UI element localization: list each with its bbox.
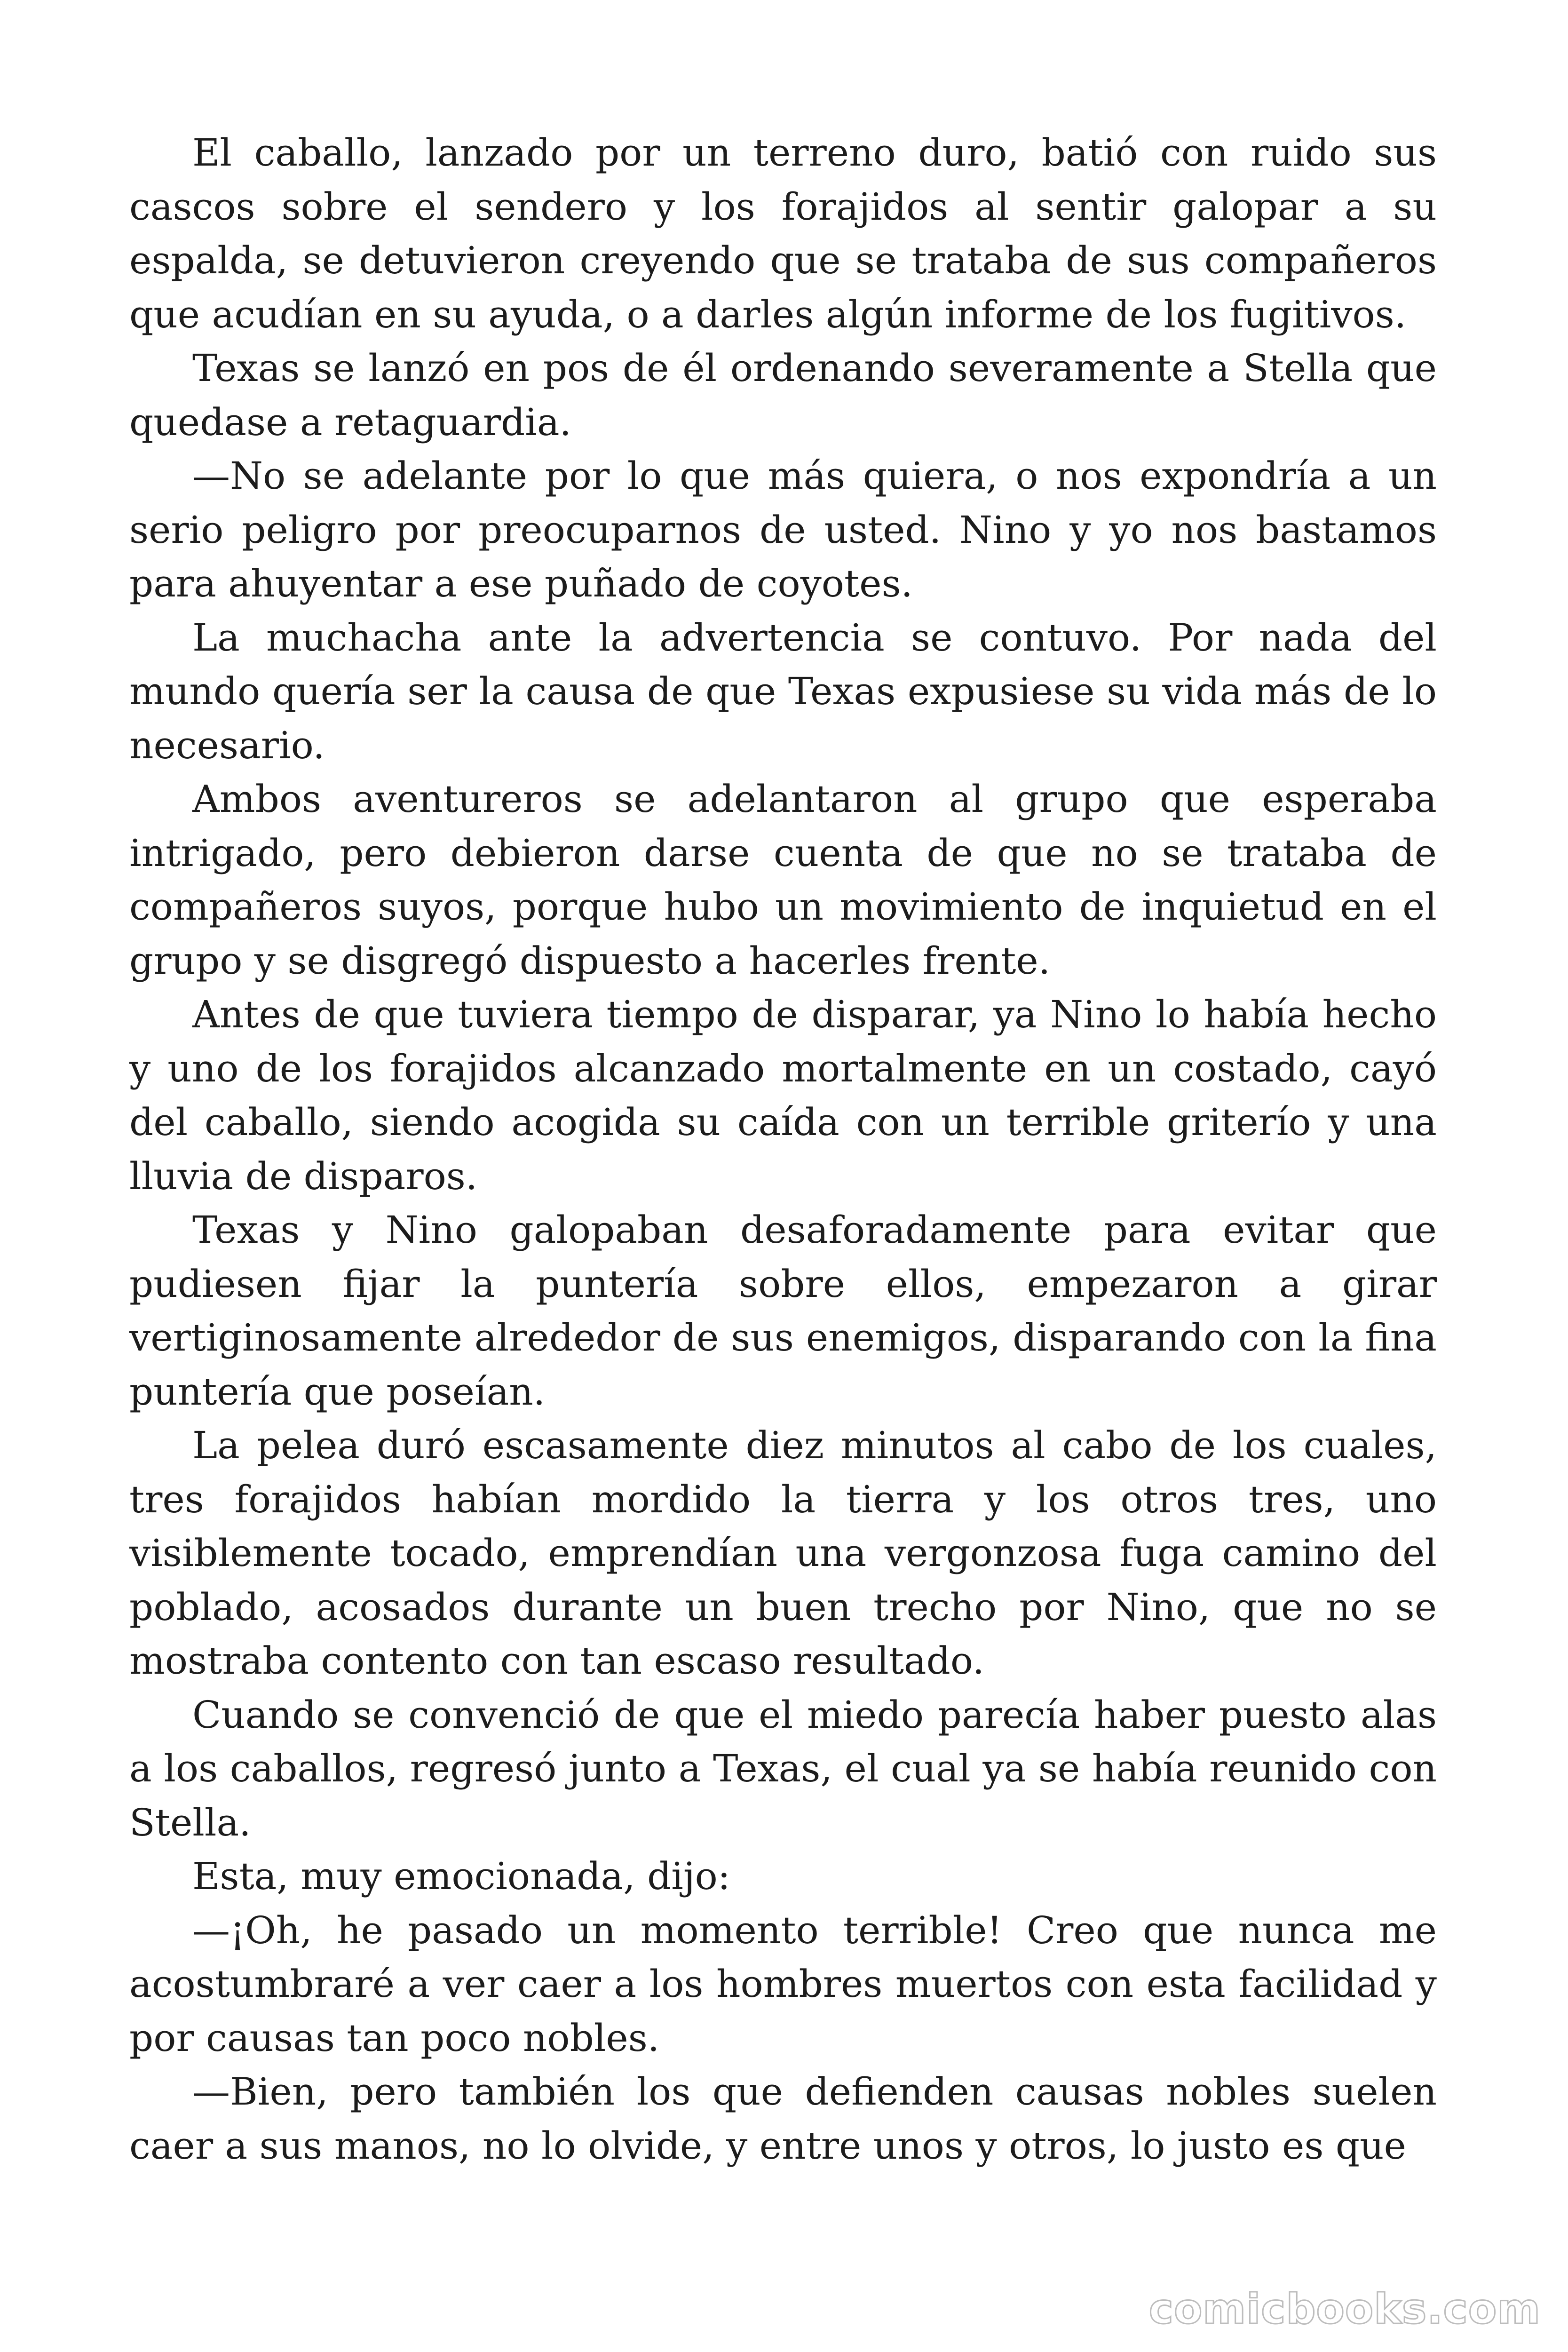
paragraph: —Bien, pero también los que defienden causas nobles suelen caer a sus manos, no lo olvide, y entre unos y otros, lo justo es que	[129, 2070, 1437, 2168]
paragraph: El caballo, lanzado por un terreno duro, batió con ruido sus cascos sobre el sendero y los forajidos al sentir galopar a su espalda, se detuvieron creyendo que se trataba de sus compañeros que acudían en su ayuda, o a darles algún informe de los fugitivos.	[129, 131, 1437, 336]
paragraph: Ambos aventureros se adelantaron al grupo que esperaba intrigado, pero debieron darse cuenta de que no se trataba de compañeros suyos, porque hubo un movimiento de inquietud en el grupo y se disgregó dispuesto a hacerles frente.	[129, 777, 1437, 983]
paragraph: Cuando se convenció de que el miedo parecía haber puesto alas a los caballos, regresó junto a Texas, el cual ya se había reunido con Stella.	[129, 1692, 1437, 1844]
paragraph: Antes de que tuviera tiempo de disparar, ya Nino lo había hecho y uno de los forajidos alcanzado mortalmente en un costado, cayó del caballo, siendo acogida su caída con un terrible griterío y una lluvia de disparos.	[129, 993, 1437, 1198]
paragraph: Texas se lanzó en pos de él ordenando severamente a Stella que quedase a retaguardia.	[129, 346, 1437, 444]
paragraph: La pelea duró escasamente diez minutos al cabo de los cuales, tres forajidos habían mordido la tierra y los otros tres, uno visiblemente tocado, emprendían una vergonzosa fuga camino del poblado, acosados durante un buen trecho por Nino, que no se mostraba contento con tan escaso resultado.	[129, 1423, 1437, 1683]
paragraph: Esta, muy emocionada, dijo:	[192, 1854, 730, 1898]
paragraph: La muchacha ante la advertencia se contuvo. Por nada del mundo quería ser la causa de que Texas expusiese su vida más de lo necesario.	[129, 615, 1437, 767]
paragraph: Texas y Nino galopaban desaforadamente para evitar que pudiesen fijar la puntería sobre ellos, empezaron a girar vertiginosamente alrededor de sus enemigos, disparando con la fina puntería que poseían.	[129, 1208, 1437, 1414]
body-text	[129, 126, 1437, 2173]
paragraph: —No se adelante por lo que más quiera, o nos expondría a un serio peligro por preocuparnos de usted. Nino y yo nos bastamos para ahuyentar a ese puñado de coyotes.	[129, 454, 1437, 605]
watermark: comicbooks.com	[1148, 2285, 1541, 2333]
paragraph: —¡Oh, he pasado un momento terrible! Creo que nunca me acostumbraré a ver caer a los hombres muertos con esta facilidad y por causas tan poco nobles.	[129, 1908, 1437, 2060]
